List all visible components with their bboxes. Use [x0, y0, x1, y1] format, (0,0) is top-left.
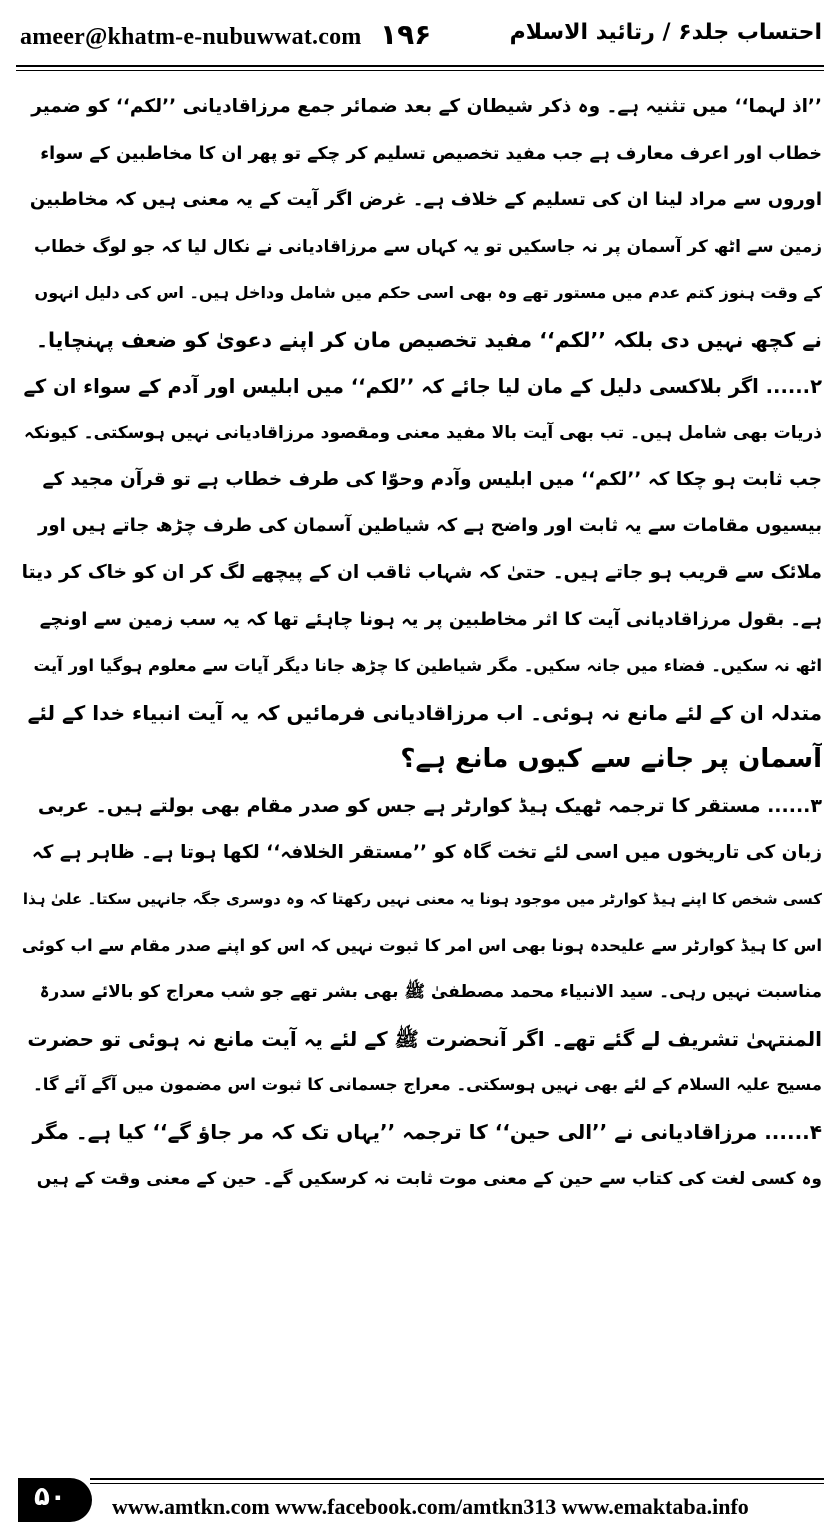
text-line: اوروں سے مراد لینا ان کی تسلیم کے خلاف ہے۔ غرض اگر آیت کے یہ معنی ہیں کہ مخاطبین	[29, 189, 822, 211]
footer-rule-thin	[90, 1483, 824, 1484]
page-header	[0, 0, 840, 78]
footer-page-number: ۵۰	[34, 1482, 66, 1512]
text-line: اس کا ہیڈ کوارٹر سے علیحدہ ہونا بھی اس امر کا ثبوت نہیں کہ اس کو اپنے صدر مقام سے اب کوئی	[22, 935, 822, 955]
text-line: جب ثابت ہو چکا کہ ’’لکم‘‘ میں ابلیس وآدم وحوّا کی طرف خطاب ہے تو قرآن مجید کے	[42, 468, 822, 490]
header-rule	[16, 65, 824, 67]
header-page-number: ۱۹۶	[380, 18, 432, 51]
text-line: ملائک سے قریب ہو جاتے ہیں۔ حتیٰ کہ شہاب ثاقب ان کے پیچھے لگ کر ان کو خاک کر دیتا	[22, 561, 822, 583]
text-line: زبان کی تاریخوں میں اسی لئے تخت گاہ کو ’’مستقر الخلافہ‘‘ لکھا ہوتا ہے۔ ظاہر ہے کہ	[31, 841, 822, 863]
text-line: کے وقت ہنوز کتم عدم میں مستور تھے وہ بھی اسی حکم میں شامل وداخل ہیں۔ اس کی دلیل انہوں	[34, 283, 822, 303]
text-line: ۲...... اگر بلاکسی دلیل کے مان لیا جائے کہ ’’لکم‘‘ میں ابلیس اور آدم کے سواء ان کے	[23, 374, 822, 398]
header-email: ameer@khatm-e-nubuwwat.com	[20, 24, 362, 50]
header-rule-thin	[16, 70, 824, 71]
page-footer	[0, 1470, 840, 1540]
text-line: بیسیوں مقامات سے یہ ثابت اور واضح ہے کہ شیاطین آسمان کی طرف چڑھ جاتے ہیں اور	[38, 515, 822, 537]
text-line: نے کچھ نہیں دی بلکہ ’’لکم‘‘ مفید تخصیص مان کر اپنے دعویٰ کو ضعف پہنچایا۔	[35, 327, 822, 352]
header-book-title: احتساب جلد۶ / رتائید الاسلام	[509, 20, 822, 45]
text-line: ’’اذ لہما‘‘ میں تثنیہ ہے۔ وہ ذکر شیطان کے بعد ضمائر جمع مرزاقادیانی ’’لکم‘‘ کو ضمیر	[31, 96, 822, 117]
text-line: ذریات بھی شامل ہیں۔ تب بھی آیت بالا مفید معنی ومقصود مرزاقادیانی نہیں ہوسکتی۔ کیونکہ	[24, 423, 822, 444]
text-line: اٹھ نہ سکیں۔ فضاء میں جانہ سکیں۔ مگر شیاطین کا چڑھ جانا دیگر آیات سے معلوم ہوگیا اور آیت	[33, 656, 822, 676]
text-line: متدلہ ان کے لئے مانع نہ ہوئی۔ اب مرزاقادیانی فرمائیں کہ یہ آیت انبیاء خدا کے لئے	[27, 700, 822, 725]
page-body-text	[22, 84, 822, 1468]
text-line: وہ کسی لغت کی کتاب سے حین کے معنی موت ثابت نہ کرسکیں گے۔ حین کے معنی وقت کے ہیں	[36, 1168, 822, 1189]
text-line: ۴...... مرزاقادیانی نے ’’الی حین‘‘ کا ترجمہ ’’یہاں تک کہ مر جاؤ گے‘‘ کیا ہے۔ مگر	[32, 1120, 822, 1145]
footer-rule	[90, 1478, 824, 1480]
text-line: مسیح علیہ السلام کے لئے بھی نہیں ہوسکتی۔ معراج جسمانی کا ثبوت اس مضمون میں آگے آئے گا۔	[33, 1075, 822, 1095]
text-line: زمین سے اٹھ کر آسمان پر نہ جاسکیں تو یہ کہاں سے مرزاقادیانی نے نکال لیا کہ جو لوگ خطاب	[34, 236, 822, 257]
text-line: کسی شخص کا اپنے ہیڈ کوارٹر میں موجود ہونا یہ معنی نہیں رکھتا کہ وہ دوسری جگہ جانہیں سکتا۔ علیٰ ہذا	[22, 890, 822, 909]
text-line: خطاب اور اعرف معارف ہے جب مفید تخصیص تسلیم کر چکے تو پھر ان کا مخاطبین کے سواء	[40, 143, 822, 164]
footer-links[interactable]: www.amtkn.com www.facebook.com/amtkn313 www.emaktaba.info	[112, 1494, 749, 1519]
text-line: آسمان پر جانے سے کیوں مانع ہے؟	[400, 744, 822, 775]
text-line: مناسبت نہیں رہی۔ سید الانبیاء محمد مصطفیٰ ﷺ بھی بشر تھے جو شب معراج کو بالائے سدرۃ	[39, 982, 822, 1003]
text-line: ۳...... مستقر کا ترجمہ ٹھیک ہیڈ کوارٹر ہے جس کو صدر مقام بھی بولتے ہیں۔ عربی	[37, 794, 822, 817]
text-line: المنتہیٰ تشریف لے گئے تھے۔ اگر آنحضرت ﷺ کے لئے یہ آیت مانع نہ ہوئی تو حضرت	[27, 1026, 822, 1051]
text-line: ہے۔ بقول مرزاقادیانی آیت کا اثر مخاطبین پر یہ ہونا چاہئے تھا کہ یہ سب زمین سے اونچے	[39, 608, 822, 630]
